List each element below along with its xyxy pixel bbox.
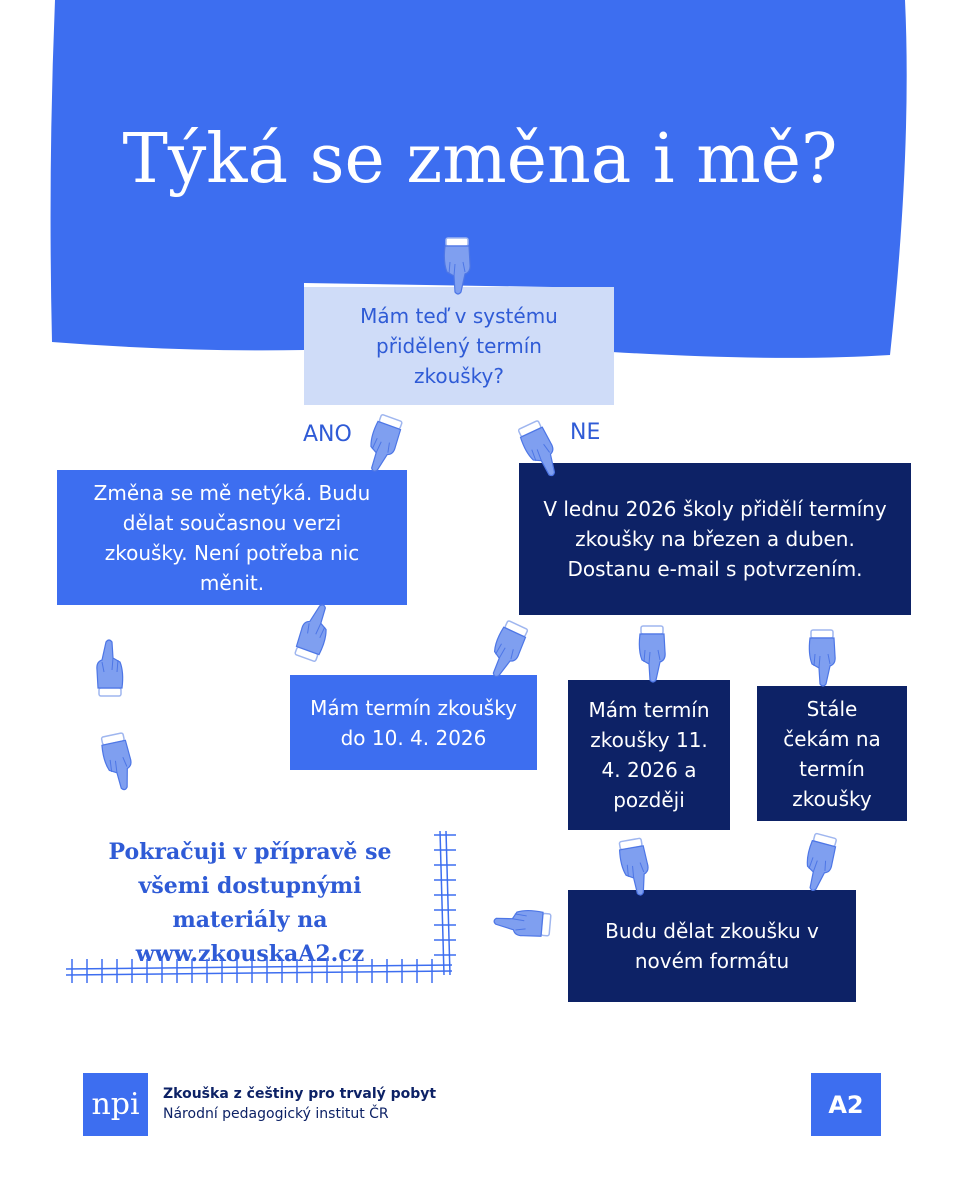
npi-logo	[83, 1073, 148, 1136]
yes-result-box: Změna se mě netýká. Budu dělat současnou verzi zkoušky. Není potřeba nic měnit.	[57, 470, 407, 605]
page-title: Týká se změna i mě?	[122, 120, 838, 199]
level-badge	[811, 1073, 881, 1136]
option-late-box: Mám termín zkoušky 11. 4. 2026 a později	[568, 680, 730, 830]
level-badge-text: A2	[828, 1090, 864, 1119]
npi-logo-text: npi	[91, 1087, 140, 1122]
option-waiting-box: Stále čekám na termín zkoušky	[757, 686, 907, 821]
footer-line2: Národní pedagogický institut ČR	[163, 1106, 389, 1122]
grid-decoration	[60, 825, 460, 990]
option-early-box: Mám termín zkoušky do 10. 4. 2026	[290, 675, 537, 770]
no-result-box: V lednu 2026 školy přidělí termíny zkoušky na březen a duben. Dostanu e-mail s potvrzením.	[519, 463, 911, 615]
new-format-box: Budu dělat zkoušku v novém formátu	[568, 890, 856, 1002]
question-box: Mám teď v systému přidělený termín zkoušky?	[304, 287, 614, 405]
branch-no-label: NE	[570, 420, 601, 445]
continue-text: Pokračuji v přípravě se všemi dostupnými materiály na www.zkouskaA2.cz	[108, 839, 392, 967]
footer-line1: Zkouška z češtiny pro trvalý pobyt	[163, 1086, 437, 1102]
branch-yes-label: ANO	[303, 422, 352, 447]
